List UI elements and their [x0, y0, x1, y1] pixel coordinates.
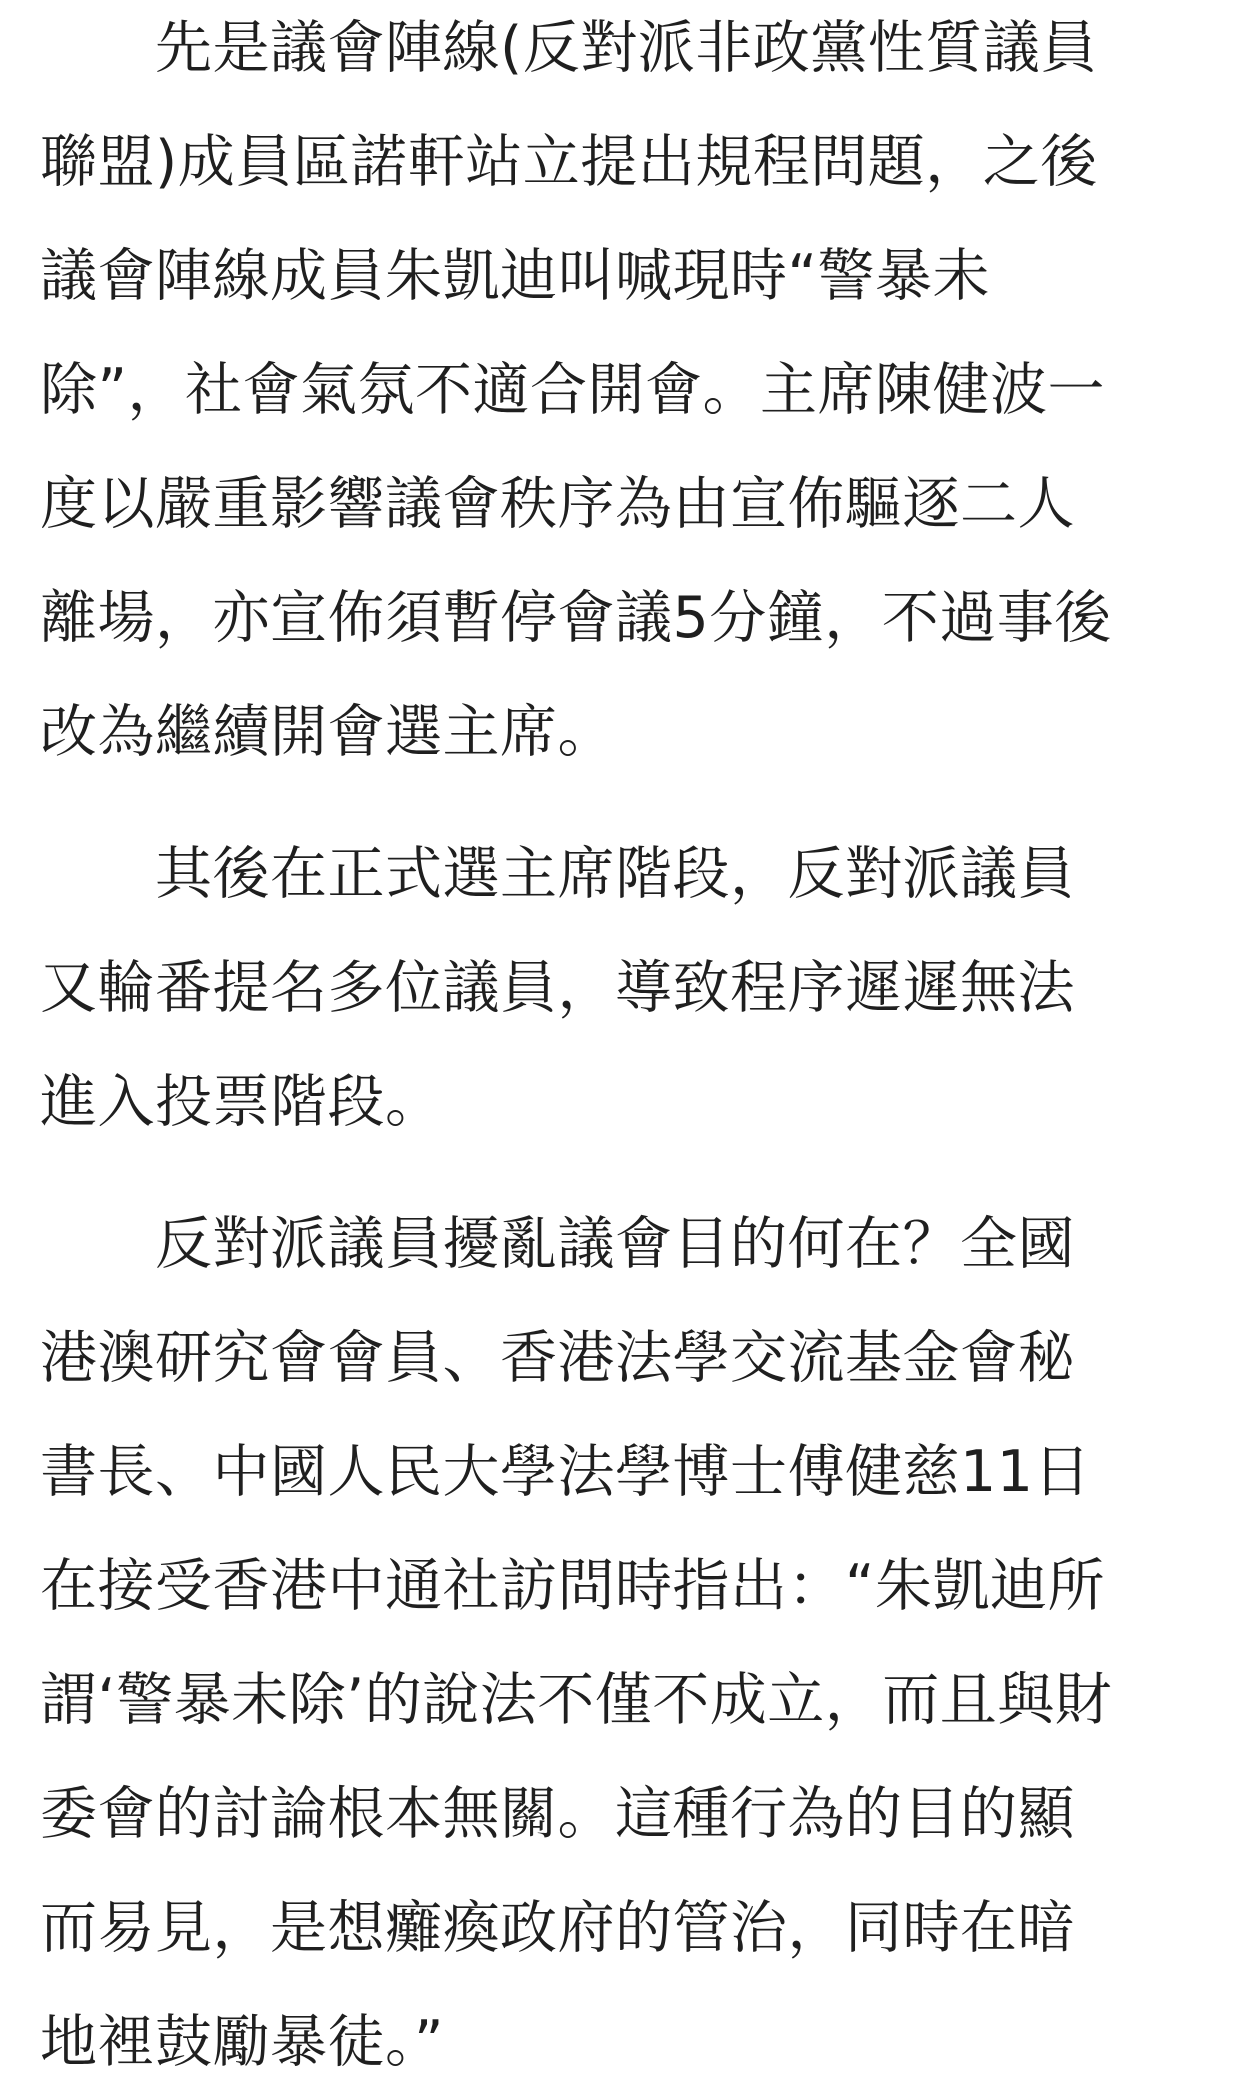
paragraph-line: 書長、中國人民大學法學博士傅健慈11日 — [40, 1439, 1092, 1505]
paragraph-line: 反對派議員擾亂議會目的何在？全國 — [40, 1211, 1075, 1277]
paragraph-1 — [40, 0, 1202, 789]
paragraph-line: 離場，亦宣佈須暫停會議5分鐘，不過事後 — [40, 585, 1112, 651]
paragraph-line: 先是議會陣線(反對派非政黨性質議員 — [40, 15, 1098, 81]
paragraph-line: 而易見，是想癱瘓政府的管治，同時在暗 — [40, 1895, 1075, 1961]
paragraph-2 — [40, 817, 1202, 1159]
paragraph-line: 謂‘警暴未除’的說法不僅不成立，而且與財 — [40, 1667, 1113, 1733]
paragraph-line: 又輪番提名多位議員，導致程序遲遲無法 — [40, 955, 1075, 1021]
paragraph-line: 地裡鼓勵暴徒。” — [40, 2009, 445, 2075]
paragraph-line: 港澳研究會會員、香港法學交流基金會秘 — [40, 1325, 1075, 1391]
paragraph-line: 議會陣線成員朱凱迪叫喊現時“警暴未 — [40, 243, 991, 309]
paragraph-3 — [40, 1187, 1202, 2099]
paragraph-line: 除”，社會氣氛不適合開會。主席陳健波一 — [40, 357, 1106, 423]
paragraph-line: 在接受香港中通社訪問時指出：“朱凱迪所 — [40, 1553, 1106, 1619]
paragraph-line: 聯盟)成員區諾軒站立提出規程問題，之後 — [40, 129, 1098, 195]
paragraph-line: 委會的討論根本無關。這種行為的目的顯 — [40, 1781, 1075, 1847]
paragraph-line: 度以嚴重影響議會秩序為由宣佈驅逐二人 — [40, 471, 1075, 537]
paragraph-line: 進入投票階段。 — [40, 1069, 443, 1135]
paragraph-line: 其後在正式選主席階段，反對派議員 — [40, 841, 1075, 907]
paragraph-line: 改為繼續開會選主席。 — [40, 699, 615, 765]
